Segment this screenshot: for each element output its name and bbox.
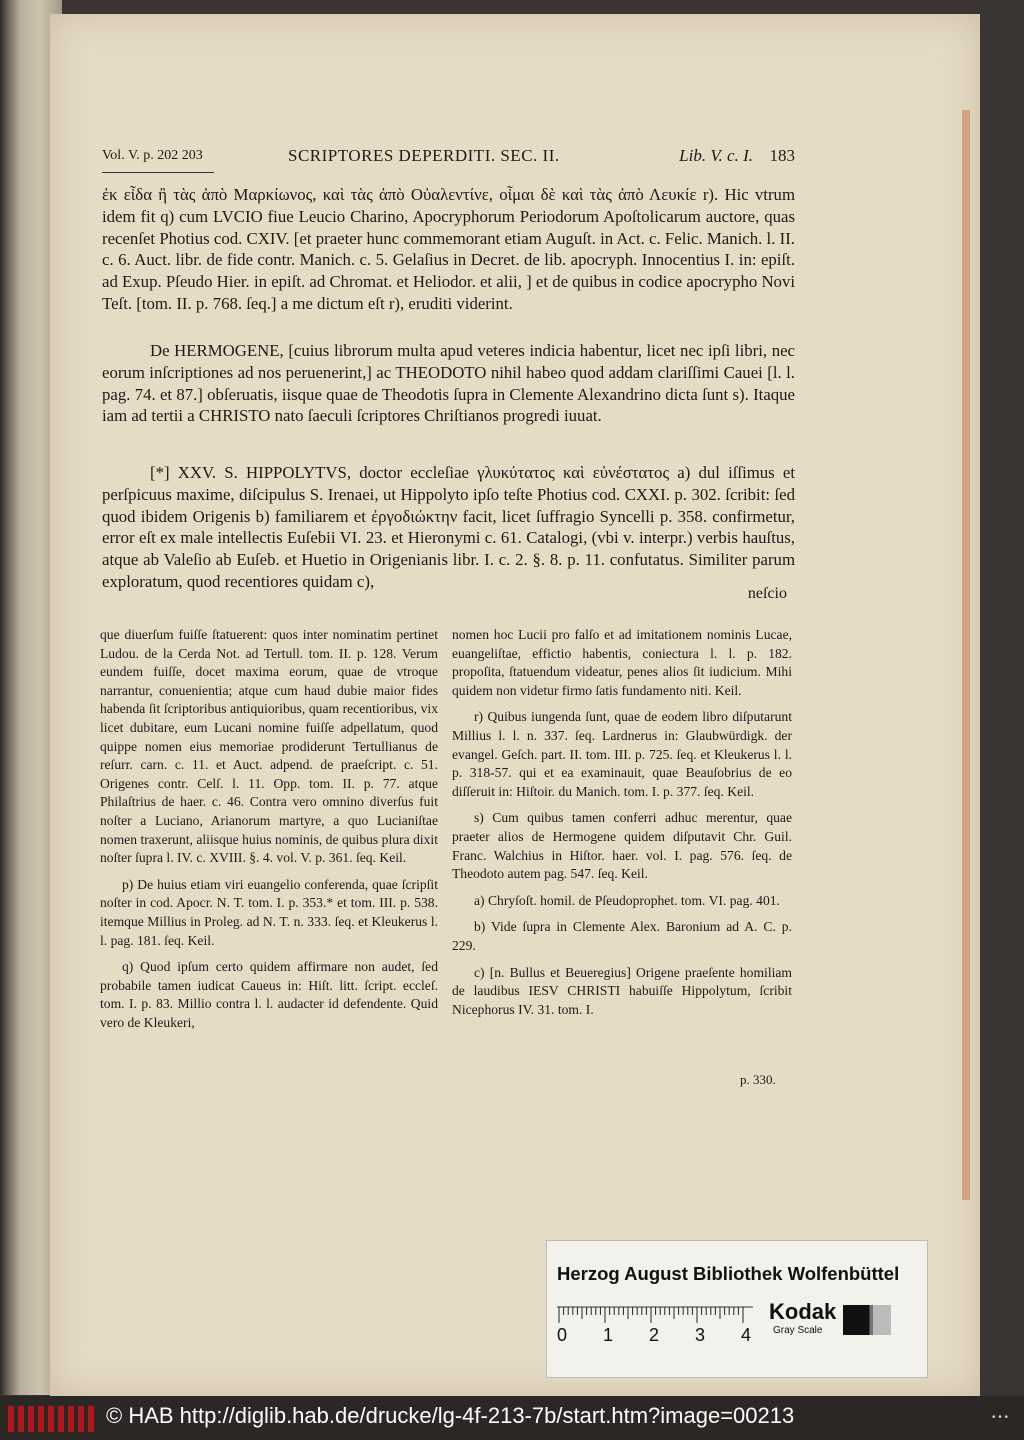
footer-copyright-url[interactable]: © HAB http://diglib.hab.de/drucke/lg-4f-213-7b/start.htm?image=00213	[106, 1403, 795, 1428]
running-head-title: SCRIPTORES DEPERDITI. SEC. II.	[288, 146, 560, 165]
footnote-q-continued: nomen hoc Lucii pro falſo et ad imitationem nominis Lucae, euangeliſtae, effictio habentis, coniectura l. l. p. 182. propoſita, ſtatuendum videatur, penes alios ſit iudicium. Mihi quidem non videtur firmo ſatis fundamento niti. Keil.	[452, 627, 792, 698]
footnote-s: s) Cum quibus tamen conferri adhuc merentur, quae praeter alios de Hermogene quidem diſputavit Chr. Guil. Franc. Walchius in Hiſtor. haer. vol. I. pag. 576. ſeq. de Theodoto autem pag. 547. ſeq. Keil.	[452, 810, 792, 882]
footnote-a: a) Chryſoſt. homil. de Pſeudoprophet. tom. VI. pag. 401.	[474, 892, 780, 908]
footnotes-left-column	[100, 626, 438, 1040]
ruler-label: 2	[649, 1325, 660, 1343]
footnote-b: b) Vide ſupra in Clemente Alex. Baronium ad A. C. p. 229.	[452, 919, 792, 953]
footnote-continuation: que diuerſum fuiſſe ſtatuerent: quos inter nominatim pertinet Ludou. de la Cerda Not. ad Tertull. tom. II. p. 128. Verum eundem fuiſſe, docet maxima eorum, quae de vtroque narrantur, conuenientia; atque cum haud dubie maior fides habenda ſit ſcriptoribus antiquioribus, quam recentioribus, vix licet dubitare, eum Lucani nomine fuiſſe adpellatum, quod quippe nomen eius memoriae prodiderunt Tertullianus de reſurr. carn. c. 11. et Auct. adpend. de praeſcript. c. 51. Origenes contr. Celſ. l. 11. Opp. tom. II. p. 77. atque Philaſtrius de haer. c. 46. Contra vero omnino diverſus fuit noſter a Luciano, Arianorum martyre, a quo Lucianiſtae nomen traxerunt, aliisque huius nominis, de quibus plura dixit noſter ſupra l. IV. c. XVIII. §. 4. vol. V. p. 361. ſeq. Keil.	[100, 627, 438, 866]
page-number: 183	[769, 146, 795, 165]
footnote-r: r) Quibus iungenda ſunt, quae de eodem libro diſputarunt Millius l. l. n. 337. ſeq. Lardnerus in: Glaubwürdigk. der evangel. Geſch. part. II. tom. III. p. 725. ſeq. et Kleukerus l. l. p. 318-57. qui et ea examinauit, quae Beauſobrius de eo diſſeruit in: Hiſtoir. du Manich. tom. I. p. 377. ſeq. Keil.	[452, 709, 792, 799]
ruler-label: 4	[741, 1325, 752, 1343]
footnote-c: c) [n. Bullus et Beueregius] Origene praeſente homiliam de laudibus IESV CHRISTI habuiſſe Hippolytum, ſcribit Nicephorus IV. 31. tom. I.	[452, 964, 792, 1017]
ruler-label: 0	[557, 1325, 568, 1343]
header-rule	[102, 172, 214, 173]
main-paragraph-2: De HERMOGENE, [cuius librorum multa apud veteres indicia habentur, licet nec ipſi libri, nec eorum inſcriptiones ad nos peruenerint,] ac THEODOTO nihil habeo quod addam clariſſimi Cauei [l. l. pag. 74. et 87.] obſeruatis, iisque quae de Theodotis ſupra in Clemente Alexandrino dicta ſunt s). Itaque iam ad tertii a CHRISTO nato ſaeculi ſcriptores Chriſtianos progredi iuuat.	[102, 341, 795, 426]
gray-scale-label: Gray Scale	[773, 1325, 823, 1336]
running-head-volume: Vol. V. p. 202 203	[102, 148, 203, 163]
footnote-p: p) De huius etiam viri euangelio conferenda, quae ſcripſit noſter in cod. Apocr. N. T. tom. I. p. 353.* et tom. III. p. 538. itemque Millius in Proleg. ad N. T. n. 333. ſeq. et Kleukerus l. l. pag. 181. ſeq. Keil.	[100, 876, 438, 948]
library-color-target	[546, 1240, 928, 1378]
ruler-label: 3	[695, 1325, 706, 1343]
ruler-label: 1	[603, 1325, 614, 1343]
main-paragraph-3: [*] XXV. S. HIPPOLYTVS, doctor eccleſiae γλυκύτατος καὶ εὐνέστατος a) dul iſſimus et perſpicuus maxime, diſcipulus S. Irenaei, ut Hippolyto ipſo teſte Photius cod. CXXI. p. 302. ſcribit: ſed quod ibidem Origenis b) familiarem et ἐργοδιώκτην facit, licet ſuffragio Syncelli p. 358. confirmetur, error eſt ex male intellectis Euſebii VI. 23. et Hieronymi c. 61. Catalogi, (vbi v. interpr.) verbis hauſtus, atque ab Valeſio ab Euſeb. et Huetio in Origenianis libr. I. c. 2. §. 8. p. 11. confutatus. Similiter parum exploratum, quod recentiores quidam c),	[102, 463, 795, 591]
gray-swatch	[843, 1305, 891, 1335]
main-paragraph-1: ἐκ εἶδα ἢ τὰς ἀπὸ Μαρκίωνος, καὶ τὰς ἀπὸ Οὐαλεντίνε, οἶμαι δὲ καὶ τὰς ἀπὸ Λευκίε r). Hic vtrum idem fit q) cum LVCIO fiue Leucio Charino, Apocryphorum Periodorum Apoſtolicarum auctore, quas recenſet Photius cod. CXIV. [et praeter hunc commemorant etiam Auguſt. in Act. c. Felic. Manich. l. II. c. 6. Auct. libr. de fide contr. Manich. c. 5. Gelaſius in Decret. de lib. apocryph. Innocentius I. in: epiſt. ad Exup. Pſeudo Hier. in epiſt. ad Chromat. et Heliodor. et alii, ] et de quibus in codice apocrypho Novi Teſt. [tom. II. p. 768. ſeq.] a me dictum eſt r), eruditi viderint.	[102, 185, 796, 313]
running-head	[102, 146, 795, 172]
signature-mark: p. 330.	[740, 1072, 776, 1087]
kodak-logo: Kodak	[769, 1299, 837, 1324]
footnote-q: q) Quod ipſum certo quidem affirmare non audet, ſed probabile tamen iudicat Caueus in: Hiſt. litt. ſcript. eccleſ. tom. I. p. 83. Millio contra l. l. audacter id defendente. Quid vero de Kleukeri,	[100, 959, 438, 1030]
library-name: Herzog August Bibliothek Wolfenbüttel	[557, 1263, 900, 1284]
catchword: neſcio	[747, 585, 787, 602]
hab-logo-icon	[8, 1404, 98, 1434]
scale-ruler	[557, 1303, 753, 1343]
page-edge	[962, 110, 970, 1200]
footer-dots-icon: • • •	[991, 1412, 1008, 1423]
running-head-book: Lib. V. c. I.	[679, 146, 753, 165]
footnotes-right-column	[452, 626, 792, 1027]
